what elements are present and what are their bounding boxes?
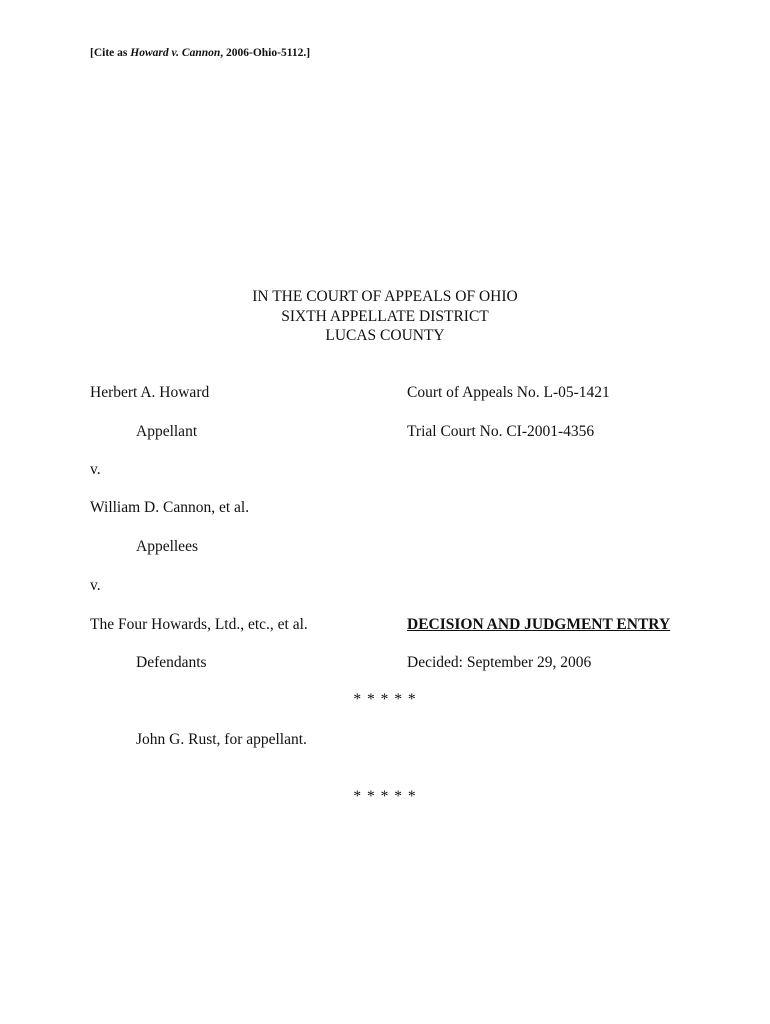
versus-1: v. xyxy=(90,461,101,478)
appellee-name: William D. Cannon, et al. xyxy=(90,499,250,516)
appellant-name: Herbert A. Howard xyxy=(90,384,210,401)
court-county: LUCAS COUNTY xyxy=(325,327,445,344)
appellant-role: Appellant xyxy=(136,423,198,440)
versus-2: v. xyxy=(90,577,101,594)
defendant-role: Defendants xyxy=(136,654,207,671)
appeals-case-number: Court of Appeals No. L-05-1421 xyxy=(407,384,610,401)
citation-suffix: , 2006-Ohio-5112.] xyxy=(220,47,311,59)
court-heading xyxy=(0,287,770,346)
court-name: IN THE COURT OF APPEALS OF OHIO xyxy=(252,288,518,305)
citation-case-name: Howard v. Cannon xyxy=(130,47,221,59)
court-district: SIXTH APPELLATE DISTRICT xyxy=(281,307,489,325)
decision-date: Decided: September 29, 2006 xyxy=(407,654,592,671)
citation-prefix: [Cite as xyxy=(90,47,131,59)
separator-top: * * * * * xyxy=(353,691,417,708)
appellee-role: Appellees xyxy=(136,538,198,555)
trial-case-number: Trial Court No. CI-2001-4356 xyxy=(407,423,595,440)
separator-bottom: * * * * * xyxy=(353,788,417,805)
entry-title: DECISION AND JUDGMENT ENTRY xyxy=(407,616,671,633)
defendant-name: The Four Howards, Ltd., etc., et al. xyxy=(90,616,308,633)
citation-line xyxy=(90,44,310,62)
counsel-line: John G. Rust, for appellant. xyxy=(136,731,307,748)
